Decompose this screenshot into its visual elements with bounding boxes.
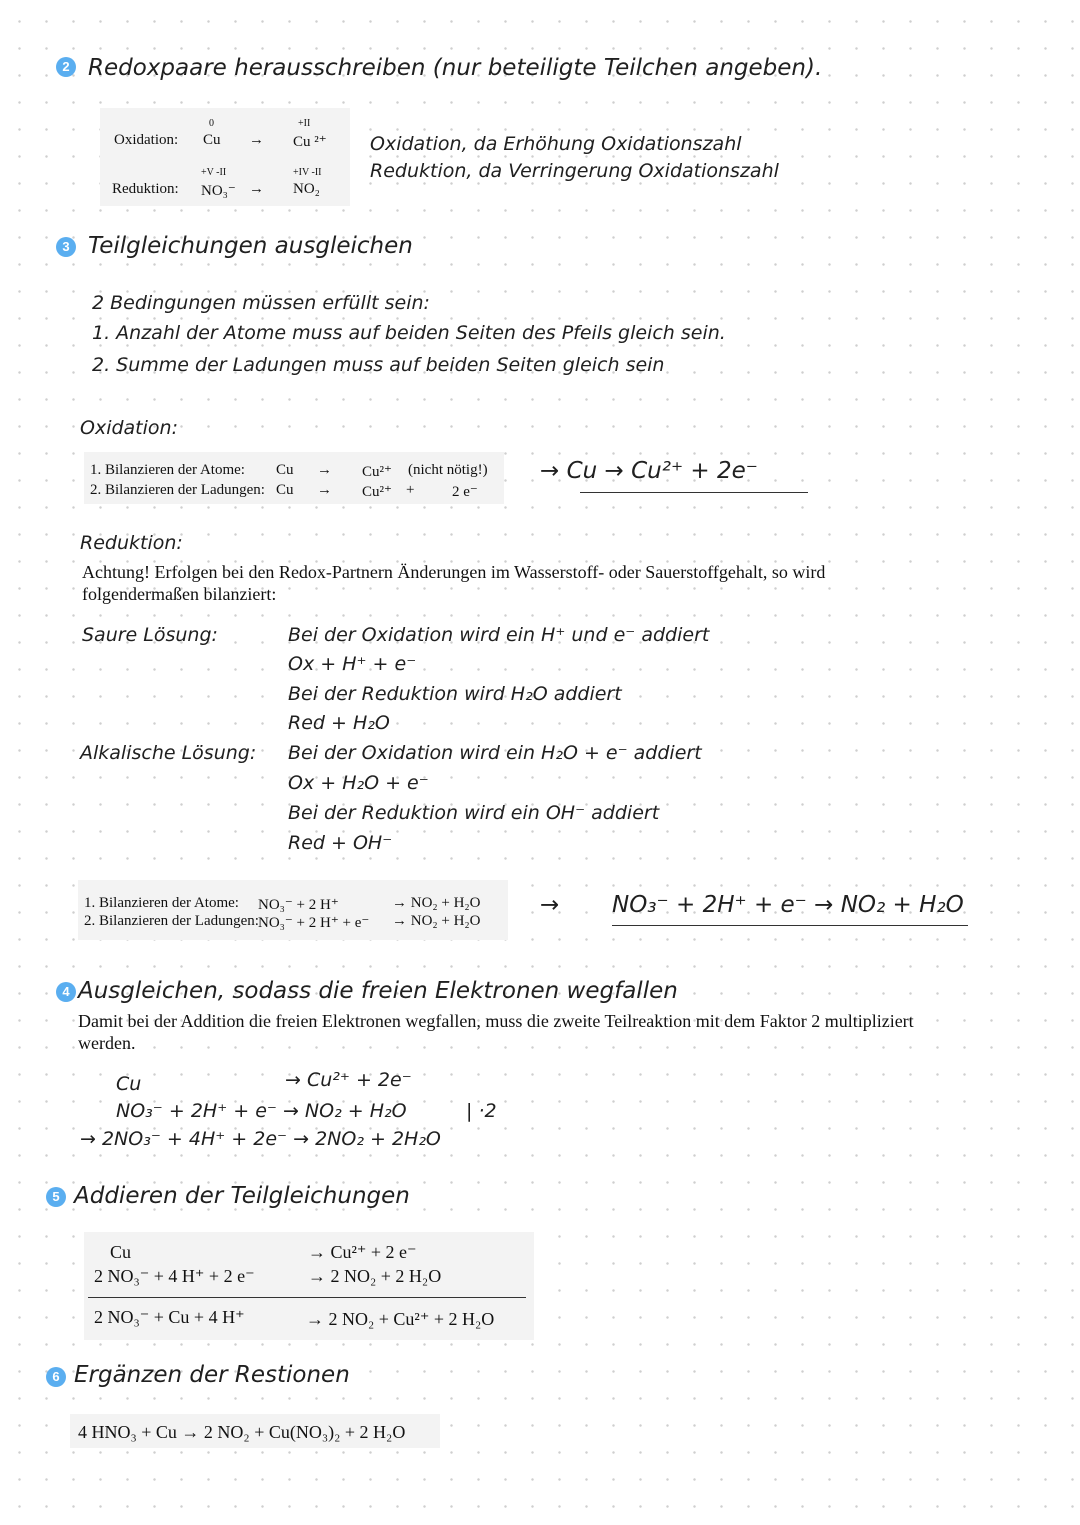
oxidation-label: Oxidation: <box>114 132 179 148</box>
arrow: → <box>249 132 264 148</box>
achtung-line-1: Achtung! Erfolgen bei den Redox-Partnern Änderungen im Wasserstoff- oder Sauerstoffgehalt, so wird <box>82 562 826 582</box>
oxidation-heading: Oxidation: <box>80 417 178 439</box>
result-underline <box>612 925 968 926</box>
sum-row1-left: Cu <box>110 1242 132 1262</box>
arrow: → <box>249 181 264 197</box>
step-3-title: Teilgleichungen ausgleichen <box>88 233 413 259</box>
red-row2-right: → NO₂ + H₂O <box>392 913 481 929</box>
alk-rule-4: Red + OH⁻ <box>288 832 393 854</box>
step-5-badge: 5 <box>46 1187 66 1207</box>
sum-divider <box>88 1297 526 1298</box>
balance-atoms-label: 1. Bilanzieren der Atome: <box>84 895 239 911</box>
achtung-line-2: folgendermaßen bilanziert: <box>82 584 277 604</box>
reduction-heading: Reduktion: <box>80 532 183 554</box>
oxidation-note: Oxidation, da Erhöhung Oxidationszahl <box>370 133 742 155</box>
eq1-right: → Cu²⁺ + 2e⁻ <box>285 1069 412 1091</box>
sum-row1-right: → Cu²⁺ + 2 e⁻ <box>308 1242 417 1262</box>
alkaline-solution-label: Alkalische Lösung: <box>80 742 257 764</box>
sum-result-left: 2 NO₃⁻ + Cu + 4 H⁺ <box>94 1307 245 1327</box>
ox-row2-left: Cu <box>276 482 294 498</box>
acid-rule-4: Red + H₂O <box>288 712 390 734</box>
oxidation-result: → Cu → Cu²⁺ + 2e⁻ <box>540 458 758 484</box>
step-6-badge: 6 <box>46 1367 66 1387</box>
eq2-factor: | ·2 <box>466 1100 497 1122</box>
step-4-badge: 4 <box>56 982 76 1002</box>
conditions-title: 2 Bedingungen müssen erfüllt sein: <box>92 292 430 314</box>
acid-rule-3: Bei der Reduktion wird H₂O addiert <box>288 683 622 705</box>
alk-rule-2: Ox + H₂O + e⁻ <box>288 772 429 794</box>
sum-row2-left: 2 NO₃⁻ + 4 H⁺ + 2 e⁻ <box>94 1266 255 1286</box>
alk-rule-3: Bei der Reduktion wird ein OH⁻ addiert <box>288 802 660 824</box>
ox-row1-left: Cu <box>276 462 294 478</box>
reduction-note: Reduktion, da Verringerung Oxidationszahl <box>370 160 779 182</box>
alk-rule-1: Bei der Oxidation wird ein H₂O + e⁻ addiert <box>288 742 702 764</box>
red-right: NO₂ <box>293 181 320 197</box>
ox-number: 0 <box>209 118 214 129</box>
reduction-result: NO₃⁻ + 2H⁺ + e⁻ → NO₂ + H₂O <box>612 892 964 918</box>
reduction-label: Reduktion: <box>112 181 179 197</box>
ox-right: Cu ²⁺ <box>293 134 327 150</box>
acid-rule-1: Bei der Oxidation wird ein H⁺ und e⁻ addiert <box>288 624 710 646</box>
arrow: → <box>317 462 332 478</box>
condition-2: 2. Summe der Ladungen muss auf beiden Seiten gleich sein <box>92 354 665 376</box>
acid-rule-2: Ox + H⁺ + e⁻ <box>288 653 417 675</box>
step-4-text-1: Damit bei der Addition die freien Elektronen wegfallen, muss die zweite Teilreaktion mit dem Faktor 2 multipliziert <box>78 1011 914 1031</box>
ox-row1-right: Cu²⁺ <box>362 464 392 480</box>
balance-charges-label: 2. Bilanzieren der Ladungen: <box>90 482 265 498</box>
ox-number: +V -II <box>201 167 227 178</box>
sum-row2-right: → 2 NO₂ + 2 H₂O <box>308 1266 442 1286</box>
not-needed-note: (nicht nötig!) <box>408 462 488 478</box>
ox-number: +II <box>298 118 311 129</box>
plus: + <box>406 482 415 498</box>
ox-number: +IV -II <box>293 167 322 178</box>
step-6-title: Ergänzen der Restionen <box>74 1362 350 1388</box>
ox-row2-electrons: 2 e⁻ <box>452 484 478 500</box>
red-left: NO₃⁻ <box>201 183 236 199</box>
balance-charges-label: 2. Bilanzieren der Ladungen: <box>84 913 259 929</box>
sum-result-right: → 2 NO₂ + Cu²⁺ + 2 H₂O <box>306 1309 495 1329</box>
result-underline <box>580 492 808 493</box>
step-2-badge: 2 <box>56 57 76 77</box>
condition-1: 1. Anzahl der Atome muss auf beiden Seiten des Pfeils gleich sein. <box>92 322 726 344</box>
final-equation: 4 HNO₃ + Cu → 2 NO₂ + Cu(NO₃)₂ + 2 H₂O <box>78 1422 406 1442</box>
step-2-title: Redoxpaare herausschreiben (nur beteiligte Teilchen angeben). <box>88 55 823 81</box>
arrow: → <box>540 892 560 918</box>
red-row2-left: NO₃⁻ + 2 H⁺ + e⁻ <box>258 915 370 931</box>
step-4-text-2: werden. <box>78 1033 136 1053</box>
step-3-badge: 3 <box>56 237 76 257</box>
step-4-title: Ausgleichen, sodass die freien Elektronen wegfallen <box>78 978 678 1004</box>
eq1-left: Cu <box>116 1073 142 1095</box>
balance-atoms-label: 1. Bilanzieren der Atome: <box>90 462 245 478</box>
eq3: → 2NO₃⁻ + 4H⁺ + 2e⁻ → 2NO₂ + 2H₂O <box>80 1128 441 1150</box>
red-row1-left: NO₃⁻ + 2 H⁺ <box>258 897 339 913</box>
arrow: → <box>317 482 332 498</box>
ox-left: Cu <box>203 132 221 148</box>
ox-row2-right: Cu²⁺ <box>362 484 392 500</box>
acid-solution-label: Saure Lösung: <box>82 624 218 646</box>
eq2: NO₃⁻ + 2H⁺ + e⁻ → NO₂ + H₂O <box>116 1100 407 1122</box>
red-row1-right: → NO₂ + H₂O <box>392 895 481 911</box>
step-5-title: Addieren der Teilgleichungen <box>74 1183 410 1209</box>
